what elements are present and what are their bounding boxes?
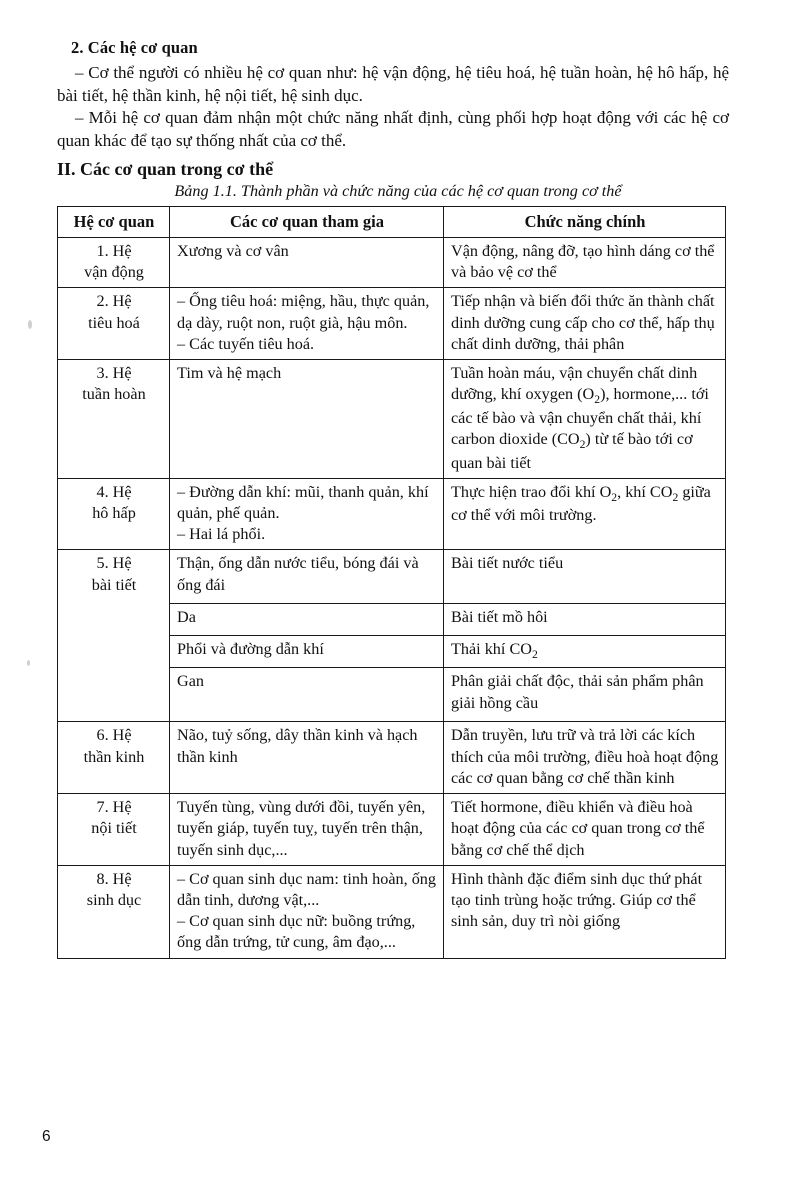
cell-function: Thực hiện trao đổi khí $O_2$, khí $CO_2$ giữa cơ thể với môi trường. (444, 478, 726, 550)
sub-row (170, 604, 443, 636)
table-row (58, 722, 726, 794)
cell-organs-sub: Gan (177, 672, 204, 691)
sub-row (444, 550, 725, 604)
cell-organs (170, 550, 444, 722)
table-row (58, 238, 726, 288)
cell-system: 2. Hệ tiêu hoá (58, 288, 170, 360)
table-row (58, 550, 726, 722)
table-row (58, 794, 726, 866)
cell-system: 7. Hệ nội tiết (58, 794, 170, 866)
cell-system: 8. Hệ sinh dục (58, 865, 170, 958)
cell-system: 3. Hệ tuần hoàn (58, 360, 170, 479)
cell-function: Vận động, nâng đỡ, tạo hình dáng cơ thể và bảo vệ cơ thể (444, 238, 726, 288)
cell-organs: Xương và cơ vân (170, 238, 444, 288)
sub-row (170, 668, 443, 722)
cell-function (444, 550, 726, 722)
paragraph-1: – Cơ thể người có nhiều hệ cơ quan như: hệ vận động, hệ tiêu hoá, hệ tuần hoàn, hệ hô hấp, hệ bài tiết, hệ thần kinh, hệ nội tiết, hệ sinh dục. (57, 63, 729, 105)
cell-system: 1. Hệ vận động (58, 238, 170, 288)
cell-system: 5. Hệ bài tiết (58, 550, 170, 722)
cell-organs: – Đường dẫn khí: mũi, thanh quản, khí quản, phế quản. – Hai lá phổi. (170, 478, 444, 550)
sub-row (170, 550, 443, 604)
table-row (58, 360, 726, 479)
cell-function: Tuần hoàn máu, vận chuyển chất dinh dưỡng, khí oxygen $(O_2)$, hormone,... tới các tế bào và vận chuyển chất thải, khí carbon dioxide $(CO_2)$ từ tế bào tới cơ quan bài tiết (444, 360, 726, 479)
cell-organs: – Ống tiêu hoá: miệng, hầu, thực quản, dạ dày, ruột non, ruột già, hậu môn. – Các tuyến tiêu hoá. (170, 288, 444, 360)
paper-speck (27, 660, 30, 666)
cell-function-sub: Phân giải chất độc, thải sản phẩm phân giải hồng cầu (451, 672, 704, 712)
sub-row (444, 668, 725, 722)
cell-organs: Tim và hệ mạch (170, 360, 444, 479)
cell-function-sub: Thải khí $CO_2$ (444, 636, 725, 668)
sub-row (444, 604, 725, 636)
table-header-row (58, 207, 726, 238)
cell-organs: – Cơ quan sinh dục nam: tinh hoàn, ống dẫn tinh, dương vật,... – Cơ quan sinh dục nữ: buồng trứng, ống dẫn trứng, tử cung, âm đạo,... (170, 865, 444, 958)
table-caption: Bảng 1.1. Thành phần và chức năng của các hệ cơ quan trong cơ thể (174, 182, 622, 201)
organs-sub-table (170, 550, 443, 721)
page-number: 6 (42, 1128, 51, 1145)
cell-function: Tiếp nhận và biến đổi thức ăn thành chất dinh dưỡng cung cấp cho cơ thể, hấp thụ chất dinh dưỡng, thải phân (444, 288, 726, 360)
cell-function: Dẫn truyền, lưu trữ và trả lời các kích thích của môi trường, điều hoà hoạt động các cơ quan bằng cơ chế thần kinh (444, 722, 726, 794)
document-content (57, 38, 729, 959)
cell-function: Tiết hormone, điều khiển và điều hoà hoạt động của các cơ quan trong cơ thể bằng cơ chế thể dịch (444, 794, 726, 866)
paper-speck (28, 320, 32, 329)
table-row (58, 478, 726, 550)
cell-organs-sub: Thận, ống dẫn nước tiểu, bóng đái và ống đái (170, 550, 443, 604)
section-heading-II: II. Các cơ quan trong cơ thể (57, 159, 274, 180)
sub-row (170, 636, 443, 668)
cell-function-sub: Bài tiết nước tiểu (444, 550, 725, 604)
table-row (58, 288, 726, 360)
sub-row (444, 636, 725, 668)
cell-system: 6. Hệ thần kinh (58, 722, 170, 794)
cell-system: 4. Hệ hô hấp (58, 478, 170, 550)
cell-function: Hình thành đặc điểm sinh dục thứ phát tạo tinh trùng hoặc trứng. Giúp cơ thể sinh sản, duy trì nòi giống (444, 865, 726, 958)
column-header-organs: Các cơ quan tham gia (170, 207, 444, 238)
cell-organs-sub: Phổi và đường dẫn khí (170, 636, 443, 668)
paragraph-2: – Mỗi hệ cơ quan đảm nhận một chức năng nhất định, cùng phối hợp hoạt động với các hệ cơ quan khác để tạo sự thống nhất của cơ thể. (57, 108, 729, 150)
function-sub-table (444, 550, 725, 721)
cell-organs: Não, tuỷ sống, dây thần kinh và hạch thần kinh (170, 722, 444, 794)
column-header-function: Chức năng chính (444, 207, 726, 238)
organ-systems-table (57, 206, 726, 958)
cell-function-sub: Bài tiết mồ hôi (444, 604, 725, 636)
table-row (58, 865, 726, 958)
column-header-system: Hệ cơ quan (58, 207, 170, 238)
section-heading-2: 2. Các hệ cơ quan (71, 38, 198, 57)
cell-organs: Tuyến tùng, vùng dưới đồi, tuyến yên, tuyến giáp, tuyến tuỵ, tuyến trên thận, tuyến sinh dục,... (170, 794, 444, 866)
cell-organs-sub: Da (170, 604, 443, 636)
